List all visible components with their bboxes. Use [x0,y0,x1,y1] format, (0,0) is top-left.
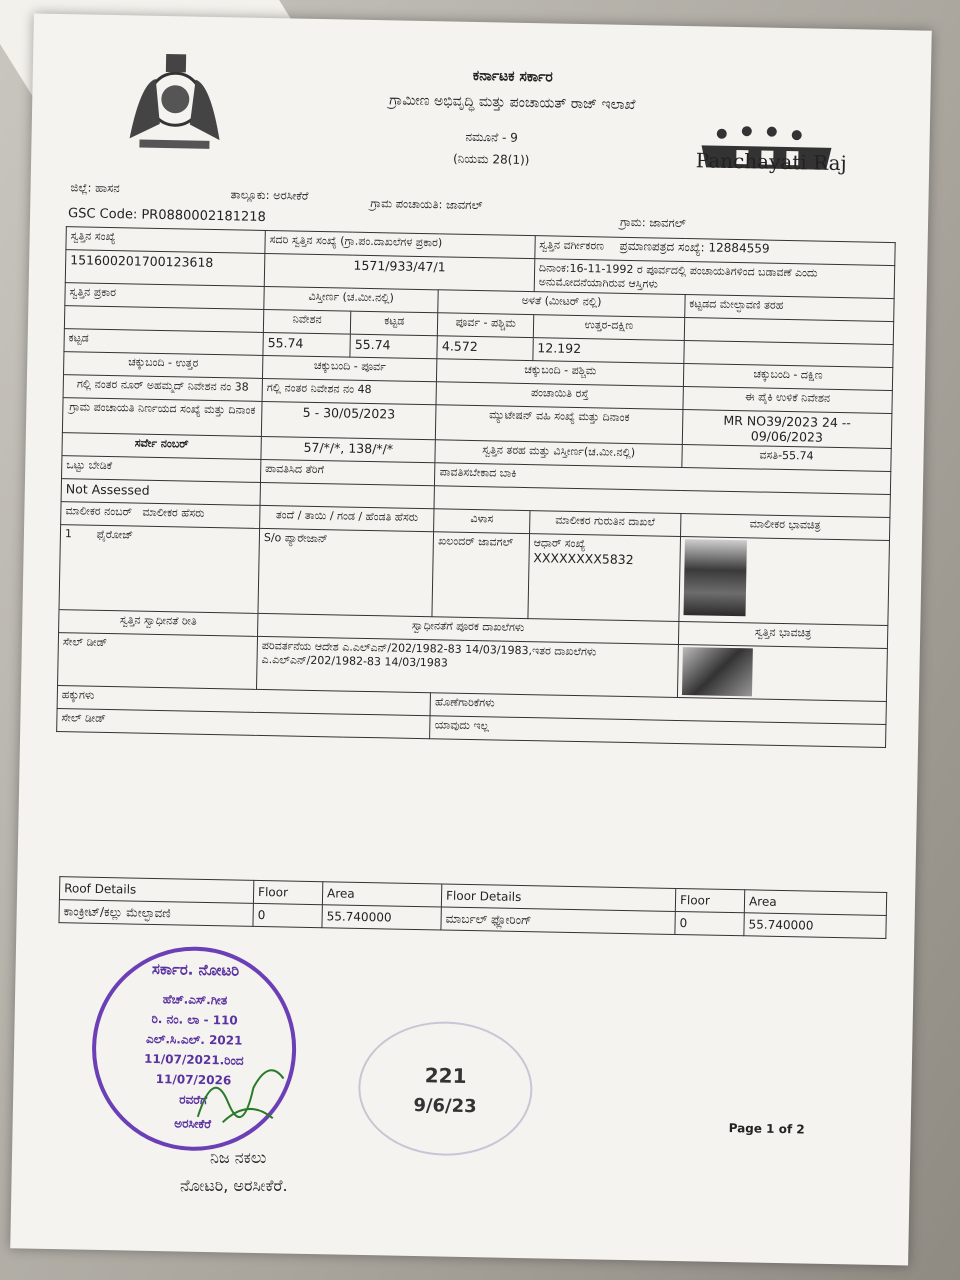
rights-value: ಸೇಲ್ ಡೀಡ್ [57,709,431,739]
seal-bottom: ಅರಸೀಕೆರೆ [174,1116,212,1132]
boundary-east: ಗಲ್ಲಿ ನಂತರ ನಿವೇಶನ ನಂ 48 [262,378,437,404]
acquisition-docs: ಪರಿವರ್ತನೆಯ ಆದೇಶ ಎ.ಎಲ್ಎನ್/202/1982-83 14/03/1983,ಇತರ ದಾಖಲೆಗಳು ಎ.ಎಲ್ಎನ್/202/1982-83 14/03/1983 [257,636,679,697]
roof-floor-table [58,876,887,939]
seal-line5: 11/07/2026 [155,1072,232,1088]
seal-line6: ರವರೆಗೆ [179,1092,208,1108]
dept-title: ಗ್ರಾಮೀಣ ಅಭಿವೃದ್ಧಿ ಮತ್ತು ಪಂಚಾಯತ್ ರಾಜ್ ಇಲಾಖೆ [389,92,636,114]
floor-area-value: 55.740000 [744,913,886,939]
signature-icon [193,1047,295,1129]
property-table [56,226,896,748]
owner-no-label: ಮಾಲೀಕರ ನಂಬರ್ [65,504,133,519]
seal-top: ಸರ್ಕಾರ. ನೋಟರಿ [151,959,240,980]
boundary-north-label: ಚಕ್ಕುಬಂದಿ - ಉತ್ತರ [64,352,263,379]
address-label: ವಿಳಾಸ [434,509,530,534]
gram-panchayat: ಗ್ರಾಮ ಪಂಚಾಯತಿ: ಜಾವಗಲ್ [370,195,483,213]
address-value: ಖಲಂದರ್ ಜಾವಗಲ್ [432,532,529,619]
site-area: 55.74 [263,332,351,357]
gsc-code: GSC Code: PR0880002181218 [67,206,266,225]
prop-no: 151600201700123618 [65,250,265,287]
ew-value: 4.572 [437,336,533,361]
boundary-north: ಗಲ್ಲಿ ನಂತರ ನೂರ್ ಅಹಮ್ಮದ್ ನಿವೇಶನ ನಂ 38 [63,375,262,402]
certificate-page [10,13,932,1265]
prop-type-label: ಸ್ವತ್ತಿನ ತರಹ ಮತ್ತು ವಿಸ್ತೀರ್ಣ(ಚ.ಮೀ.ನಲ್ಲಿ) [435,440,682,468]
id-value: XXXXXXXX5832 [533,550,634,568]
seal-line3: ಎಲ್.ಸಿ.ಎಲ್. 2021 [145,1031,243,1048]
mutation-label: ಮ್ಯುಟೇಷನ್ ವಹಿ ಸಂಖ್ಯೆ ಮತ್ತು ದಿನಾಂಕ [436,405,683,445]
certificate-number: ಪ್ರಮಾಣಪತ್ರದ ಸಂಖ್ಯೆ: 12884559 [619,238,770,256]
id-type: ಆಧಾರ್ ಸಂಖ್ಯೆ [533,536,586,551]
district: ಜಿಲ್ಲೆ: ಹಾಸನ [70,180,120,196]
roof-area-value: 55.740000 [322,905,441,930]
owner-name-label: ಮಾಲೀಕರ ಹೆಸರು [142,505,205,520]
property-photo-label: ಸ್ವತ್ತಿನ ಭಾವಚಿತ್ರ [678,621,888,648]
class-label: ಸ್ವತ್ತಿನ ವರ್ಗೀಕರಣ [535,236,896,266]
seal-line1: ಹೆಚ್.ಎಸ್.ಗೀತ [162,992,228,1008]
roof-area-label: Area [322,882,441,907]
taluk: ತಾಲ್ಲೂಕು: ಅರಸೀಕೆರೆ [230,187,309,203]
class-value: ದಿನಾಂಕ:16-11-1992 ರ ಪೂರ್ವದಲ್ಲಿ ಪಂಚಾಯತಿಗಳಿಂದ ಬಡಾವಣೆ ಎಂದು ಅನುಮೋದನೆಯಾಗಿರುವ ಆಸ್ತಿಗಳು [534,259,895,299]
form-number: ನಮೂನೆ - 9 [465,129,519,145]
property-photo [682,647,753,696]
liabilities-value: ಯಾವುದು ಇಲ್ಲ [430,716,886,748]
survey-label: ಸರ್ವೇ ನಂಬರ್ [62,433,261,460]
photo-label: ಮಾಲೀಕರ ಭಾವಚಿತ್ರ [680,514,890,541]
acquisition-value: ಸೇಲ್ ಡೀಡ್ [58,633,258,690]
boundary-east-label: ಚಕ್ಕುಬಂದಿ - ಪೂರ್ವ [262,355,437,381]
gp-resolution: 5 - 30/05/2023 [261,401,436,439]
floor-floor-value: 0 [675,911,744,935]
demand-label: ಒಟ್ಟು ಬೇಡಿಕೆ [62,456,261,483]
karnataka-emblem-icon [109,43,241,155]
govt-title: ಕರ್ನಾಟಕ ಸರ್ಕಾರ [472,67,553,86]
relation-label: ತಂದೆ / ತಾಯಿ / ಗಂಡ / ಹೆಂಡತಿ ಹೆಸರು [260,505,435,531]
owner-name: ಫೈರೋಜ್ [96,527,134,542]
floor-value: ಮಾರ್ಬಲ್ ಫ್ಲೋರಿಂಗ್ [441,907,675,934]
bldg-area: 55.74 [350,334,438,359]
old-no-label: ಸದರಿ ಸ್ವತ್ತಿನ ಸಂಖ್ಯೆ (ಗ್ರಾ.ಪಂ.ದಾಖಲೆಗಳ ಪ್ರಕಾರ) [265,230,535,258]
due-label: ಪಾವತಿಸಬೇಕಾದ ಬಾಕಿ [435,463,891,495]
roof-value: ಕಾಂಕ್ರೀಟ್/ಕಲ್ಲು ಮೇಲ್ಛಾವಣಿ [59,900,253,927]
acquisition-label: ಸ್ವತ್ತಿನ ಸ್ವಾಧೀನತೆ ರೀತಿ [59,610,258,637]
boundary-south: ಈ ಪೈಕಿ ಉಳಿಕೆ ನಿವೇಶನ [683,387,893,414]
floor-details-label: Floor Details [441,884,675,911]
floor-floor-label: Floor [675,888,744,912]
gp-resolution-label: ಗ್ರಾಮ ಪಂಚಾಯತಿ ನಿರ್ಣಯದ ಸಂಖ್ಯೆ ಮತ್ತು ದಿನಾಂಕ [62,398,262,437]
mutation-value: MR NO39/2023 24 -- 09/06/2023 [682,410,892,449]
liabilities-label: ಹೊಣೆಗಾರಿಕೆಗಳು [430,693,886,725]
seal2-number: 221 [424,1063,467,1088]
relation-value: S/o ಪ್ಯಾರೇಜಾನ್ [258,528,434,616]
id-cell [528,534,681,622]
owner-cell [59,525,260,614]
ns-value: 12.192 [533,338,684,364]
ns-label: ಉತ್ತರ-ದಕ್ಷಿಣ [533,315,684,341]
prop-type-value: ವಸತಿ-55.74 [682,445,892,472]
owner-photo [683,539,746,616]
true-copy-note: ನಿಜ ನಕಲು [210,1148,267,1167]
roof-floor-value: 0 [253,903,322,927]
old-no: 1571/933/47/1 [264,253,534,291]
seal2-date: 9/6/23 [413,1094,477,1118]
floor-area-label: Area [744,890,886,916]
ew-label: ಪೂರ್ವ - ಪಶ್ಚಿಮ [438,313,534,338]
roof-type-label: ಕಟ್ಟಡದ ಮೇಲ್ಛಾವಣಿ ತರಹ [685,295,895,322]
boundary-south-label: ಚಕ್ಕುಬಂದಿ - ದಕ್ಷಿಣ [683,364,893,391]
acquisition-docs-label: ಸ್ವಾಧೀನತೆಗೆ ಪೂರಕ ದಾಖಲೆಗಳು [258,613,679,644]
notary-place-note: ನೋಟರಿ, ಅರಸೀಕೆರೆ. [180,1176,288,1195]
bldg-label: ಕಟ್ಟಡ [350,311,438,336]
roof-floor-label: Floor [253,880,322,904]
dim-label: ಅಳತೆ (ಮೀಟರ್ ನಲ್ಲಿ) [438,290,685,318]
roof-details-label: Roof Details [59,877,253,904]
seal-line4: 11/07/2021.ರಿಂದ [143,1051,244,1068]
seal-line2: ರಿ. ನಂ. ಲಾ - 110 [151,1011,238,1028]
office-seal [357,1020,534,1157]
boundary-west: ಪಂಚಾಯಿತಿ ರಸ್ತೆ [436,382,683,410]
type-value: ಕಟ್ಟಡ [64,329,263,356]
village: ಗ್ರಾಮ: ಜಾವಗಲ್ [619,214,686,231]
area-label: ವಿಸ್ತೀರ್ಣ (ಚ.ಮೀ.ನಲ್ಲಿ) [264,286,439,312]
rule-number: (ನಿಯಮ 28(1)) [452,151,530,168]
rights-label: ಹಕ್ಕುಗಳು [57,686,431,716]
panchayati-raj-text: Panchayati Raj [695,148,847,176]
page-number: Page 1 of 2 [728,1121,805,1137]
type-label: ಸ್ವತ್ತಿನ ಪ್ರಕಾರ [65,283,264,310]
boundary-west-label: ಚಕ್ಕುಬಂದಿ - ಪಶ್ಚಿಮ [437,359,684,387]
owner-no: 1 [64,527,73,541]
site-label: ನಿವೇಶನ [263,309,351,334]
demand-value: Not Assessed [61,479,260,506]
prop-no-label: ಸ್ವತ್ತಿನ ಸಂಖ್ಯೆ [66,227,265,254]
id-label: ಮಾಲೀಕರ ಗುರುತಿನ ದಾಖಲೆ [529,511,680,537]
paid-label: ಪಾವತಿಸಿದ ತೆರಿಗೆ [260,459,435,485]
survey-value: 57/*/*, 138/*/* [261,436,436,462]
